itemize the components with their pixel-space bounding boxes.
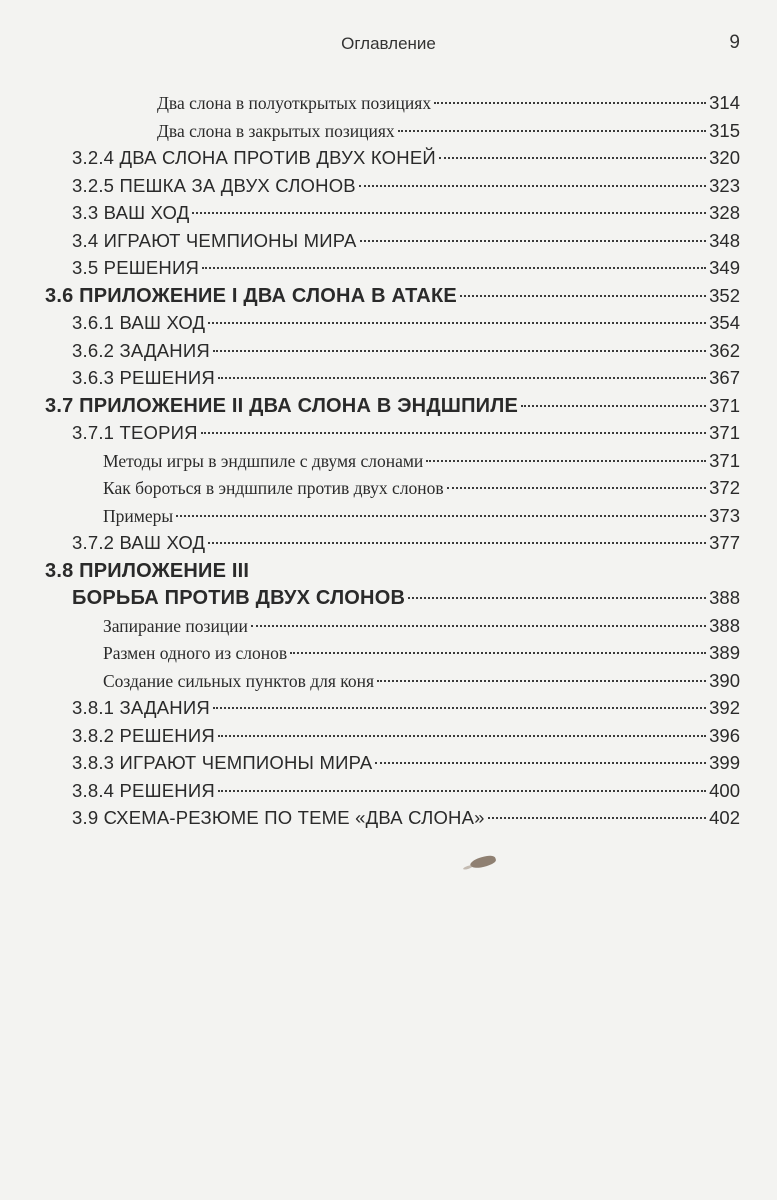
toc-entry	[0, 532, 777, 560]
dot-leader	[434, 102, 706, 104]
toc-entry-page: 390	[709, 669, 740, 691]
toc-entry-page: 315	[709, 119, 740, 141]
toc-entry	[0, 752, 777, 780]
toc-entry	[0, 422, 777, 450]
toc-entry	[0, 340, 777, 368]
toc-entry	[0, 147, 777, 175]
toc-entry-label: Создание сильных пунктов для коня	[103, 670, 375, 691]
toc-entry-page: 371	[709, 422, 740, 443]
dot-leader	[521, 405, 706, 407]
toc-entry-page: 400	[709, 779, 740, 801]
toc-entry-label: 3.2.4 ДВА СЛОНА ПРОТИВ ДВУХ КОНЕЙ	[72, 147, 436, 168]
toc-entry	[0, 175, 777, 203]
toc-entry-label: Методы игры в эндшпиле с двумя слонами	[103, 450, 424, 471]
toc-entry-page: 328	[709, 202, 740, 223]
toc-entry	[0, 505, 777, 533]
toc-entry-page: 388	[709, 614, 740, 636]
toc-entry-page: 354	[709, 312, 740, 333]
toc-entry-label: 3.3 ВАШ ХОД	[72, 202, 190, 223]
toc-entry-page: 373	[709, 504, 740, 526]
toc-entry-page: 367	[709, 367, 740, 388]
toc-entry	[0, 477, 777, 505]
dot-leader	[251, 625, 706, 627]
dot-leader	[488, 817, 706, 819]
dot-leader	[202, 267, 706, 269]
toc-entry-label: 3.6 ПРИЛОЖЕНИЕ I ДВА СЛОНА В АТАКЕ	[45, 284, 457, 307]
toc-entry-label: 3.7 ПРИЛОЖЕНИЕ II ДВА СЛОНА В ЭНДШПИЛЕ	[45, 394, 518, 417]
toc-entry-page: 352	[709, 284, 740, 306]
toc-entry	[0, 587, 777, 615]
toc-entry-label: Два слона в закрытых позициях	[157, 120, 395, 141]
toc-entry-page: 372	[709, 477, 740, 498]
toc-entry-label: 3.8.4 РЕШЕНИЯ	[72, 779, 215, 801]
dot-leader	[359, 185, 706, 187]
toc-entry-page: 371	[709, 449, 740, 471]
ink-smudge	[469, 853, 497, 871]
dot-leader	[360, 240, 707, 242]
dot-leader	[218, 735, 706, 737]
dot-leader	[213, 350, 706, 352]
toc-entry-label: Как бороться в эндшпиле против двух слонов	[103, 478, 444, 498]
dot-leader	[439, 157, 706, 159]
toc-entry-label: 3.6.1 ВАШ ХОД	[72, 312, 206, 333]
toc-entry	[0, 450, 777, 478]
toc-entry	[0, 120, 777, 148]
toc-entry-label: 3.4 ИГРАЮТ ЧЕМПИОНЫ МИРА	[72, 229, 357, 251]
toc-entry-page: 402	[709, 807, 740, 828]
toc-entry-page: 396	[709, 724, 740, 746]
toc-entry-page: 392	[709, 697, 740, 718]
toc-entry-page: 399	[709, 752, 740, 773]
toc-entry-label: 3.8.1 ЗАДАНИЯ	[72, 697, 210, 718]
table-of-contents	[0, 92, 777, 835]
toc-entry	[0, 92, 777, 120]
dot-leader	[377, 680, 706, 682]
dot-leader	[375, 762, 706, 764]
toc-entry-label: 3.6.2 ЗАДАНИЯ	[72, 339, 210, 361]
toc-entry-label: 3.5 РЕШЕНИЯ	[72, 257, 200, 278]
toc-entry-label: БОРЬБА ПРОТИВ ДВУХ СЛОНОВ	[72, 587, 406, 609]
toc-entry-page: 388	[709, 587, 740, 608]
toc-entry-label: 3.8 ПРИЛОЖЕНИЕ III	[45, 559, 250, 582]
toc-entry	[0, 230, 777, 258]
toc-entry-label: 3.7.2 ВАШ ХОД	[72, 532, 206, 553]
toc-entry-label: 3.8.2 РЕШЕНИЯ	[72, 724, 215, 746]
dot-leader	[290, 652, 706, 654]
toc-entry	[0, 367, 777, 395]
toc-entry-page: 320	[709, 147, 740, 168]
toc-entry	[0, 560, 777, 588]
dot-leader	[218, 790, 706, 792]
toc-entry-label: 3.9 СХЕМА-РЕЗЮМЕ ПО ТЕМЕ «ДВА СЛОНА»	[72, 807, 485, 828]
toc-entry-label: Примеры	[103, 505, 174, 526]
dot-leader	[213, 707, 706, 709]
toc-entry-page: 362	[709, 339, 740, 361]
running-title: Оглавление	[341, 34, 436, 53]
toc-entry-label: Запирание позиции	[103, 615, 248, 636]
toc-entry	[0, 257, 777, 285]
toc-entry	[0, 670, 777, 698]
dot-leader	[218, 377, 706, 379]
toc-entry-page: 349	[709, 257, 740, 278]
toc-entry	[0, 285, 777, 313]
dot-leader	[208, 322, 706, 324]
toc-entry-page: 371	[709, 394, 740, 416]
dot-leader	[201, 432, 706, 434]
toc-entry-page: 323	[709, 174, 740, 196]
toc-entry-label: 3.2.5 ПЕШКА ЗА ДВУХ СЛОНОВ	[72, 174, 356, 196]
toc-entry-page: 389	[709, 642, 740, 663]
toc-entry	[0, 725, 777, 753]
toc-entry-label: 3.7.1 ТЕОРИЯ	[72, 422, 198, 443]
toc-entry-label: 3.8.3 ИГРАЮТ ЧЕМПИОНЫ МИРА	[72, 752, 373, 773]
dot-leader	[208, 542, 706, 544]
dot-leader	[192, 212, 706, 214]
toc-entry	[0, 780, 777, 808]
toc-entry	[0, 395, 777, 423]
dot-leader	[447, 487, 706, 489]
dot-leader	[460, 295, 706, 297]
dot-leader	[398, 130, 706, 132]
page-number: 9	[729, 32, 740, 53]
toc-entry-page: 348	[709, 229, 740, 251]
running-head	[0, 30, 777, 60]
dot-leader	[426, 460, 706, 462]
toc-entry-label: Два слона в полуоткрытых позициях	[157, 93, 432, 113]
toc-entry	[0, 202, 777, 230]
toc-entry-label: 3.6.3 РЕШЕНИЯ	[72, 367, 215, 388]
toc-entry-page: 314	[709, 92, 740, 113]
dot-leader	[176, 515, 706, 517]
toc-entry	[0, 642, 777, 670]
toc-entry	[0, 615, 777, 643]
toc-entry-label: Размен одного из слонов	[103, 643, 288, 663]
toc-entry	[0, 312, 777, 340]
toc-entry-page: 377	[709, 532, 740, 553]
dot-leader	[408, 597, 706, 599]
toc-entry	[0, 697, 777, 725]
toc-entry	[0, 807, 777, 835]
